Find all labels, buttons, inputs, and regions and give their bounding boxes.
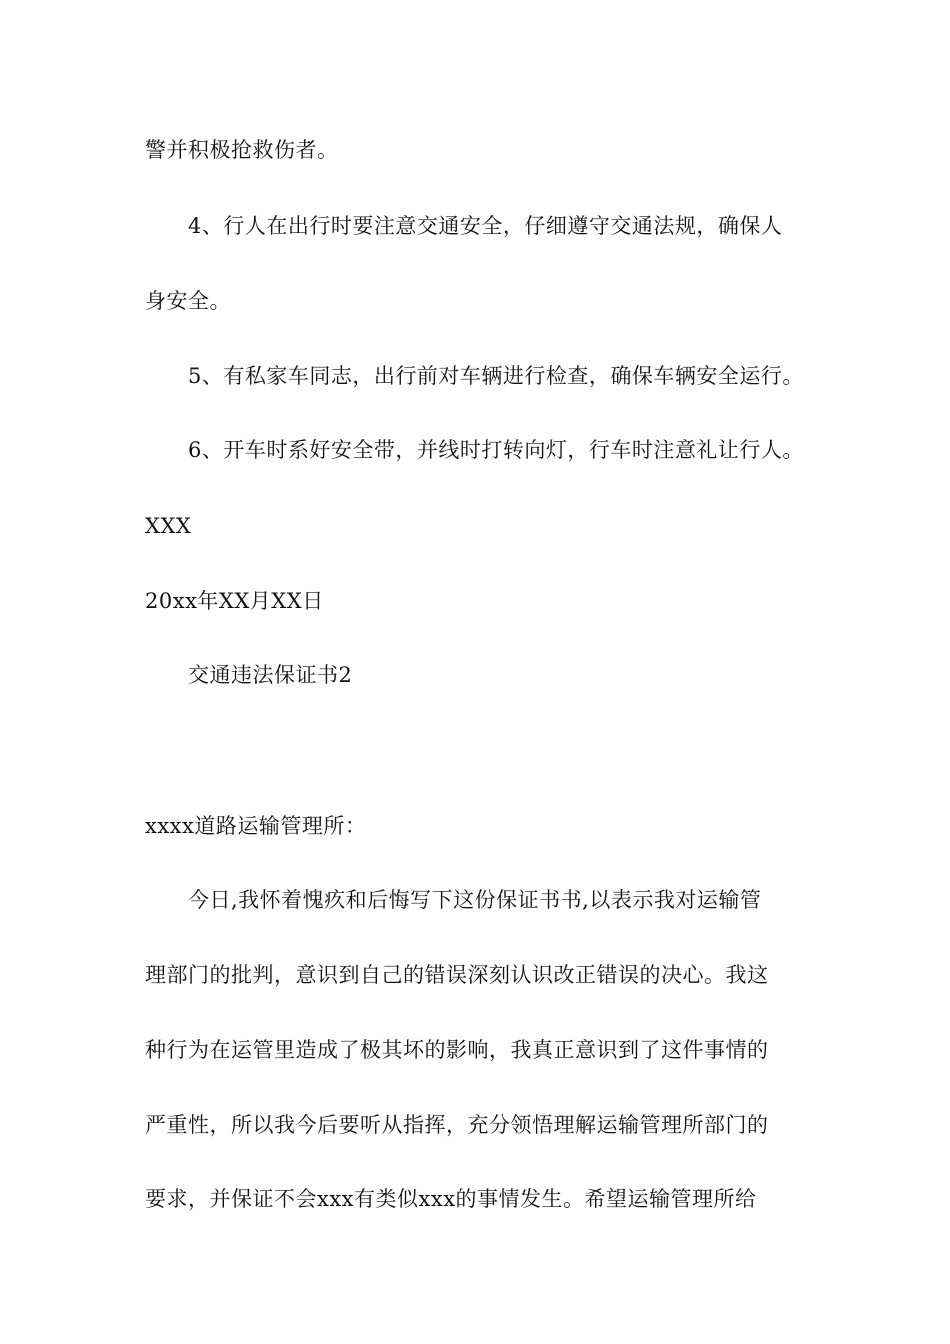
salutation: xxxx道路运输管理所： [145,814,367,838]
signature-date: 20xx年XX月XX日 [145,589,324,613]
signature-name: XXX [145,514,192,538]
paragraph-line: 要求，并保证不会xxx有类似xxx的事情发生。希望运输管理所给 [145,1187,757,1211]
paragraph-line: 身安全。 [145,289,231,313]
paragraph-line: 种行为在运管里造成了极其坏的影响，我真正意识到了这件事情的 [145,1038,769,1062]
section-title: 交通违法保证书2 [188,663,353,687]
list-item-4: 4、行人在出行时要注意交通安全，仔细遵守交通法规，确保人 [188,214,783,238]
list-item-6: 6、开车时系好安全带，并线时打转向灯，行车时注意礼让行人。 [188,438,804,462]
paragraph-line: 严重性，所以我今后要听从指挥，充分领悟理解运输管理所部门的 [145,1113,769,1137]
paragraph-line: 警并积极抢救伤者。 [145,138,339,162]
list-item-5: 5、有私家车同志，出行前对车辆进行检查，确保车辆安全运行。 [188,364,804,388]
paragraph-line: 今日,我怀着愧疚和后悔写下这份保证书书,以表示我对运输管 [188,888,762,912]
paragraph-line: 理部门的批判，意识到自己的错误深刻认识改正错误的决心。我这 [145,963,769,987]
